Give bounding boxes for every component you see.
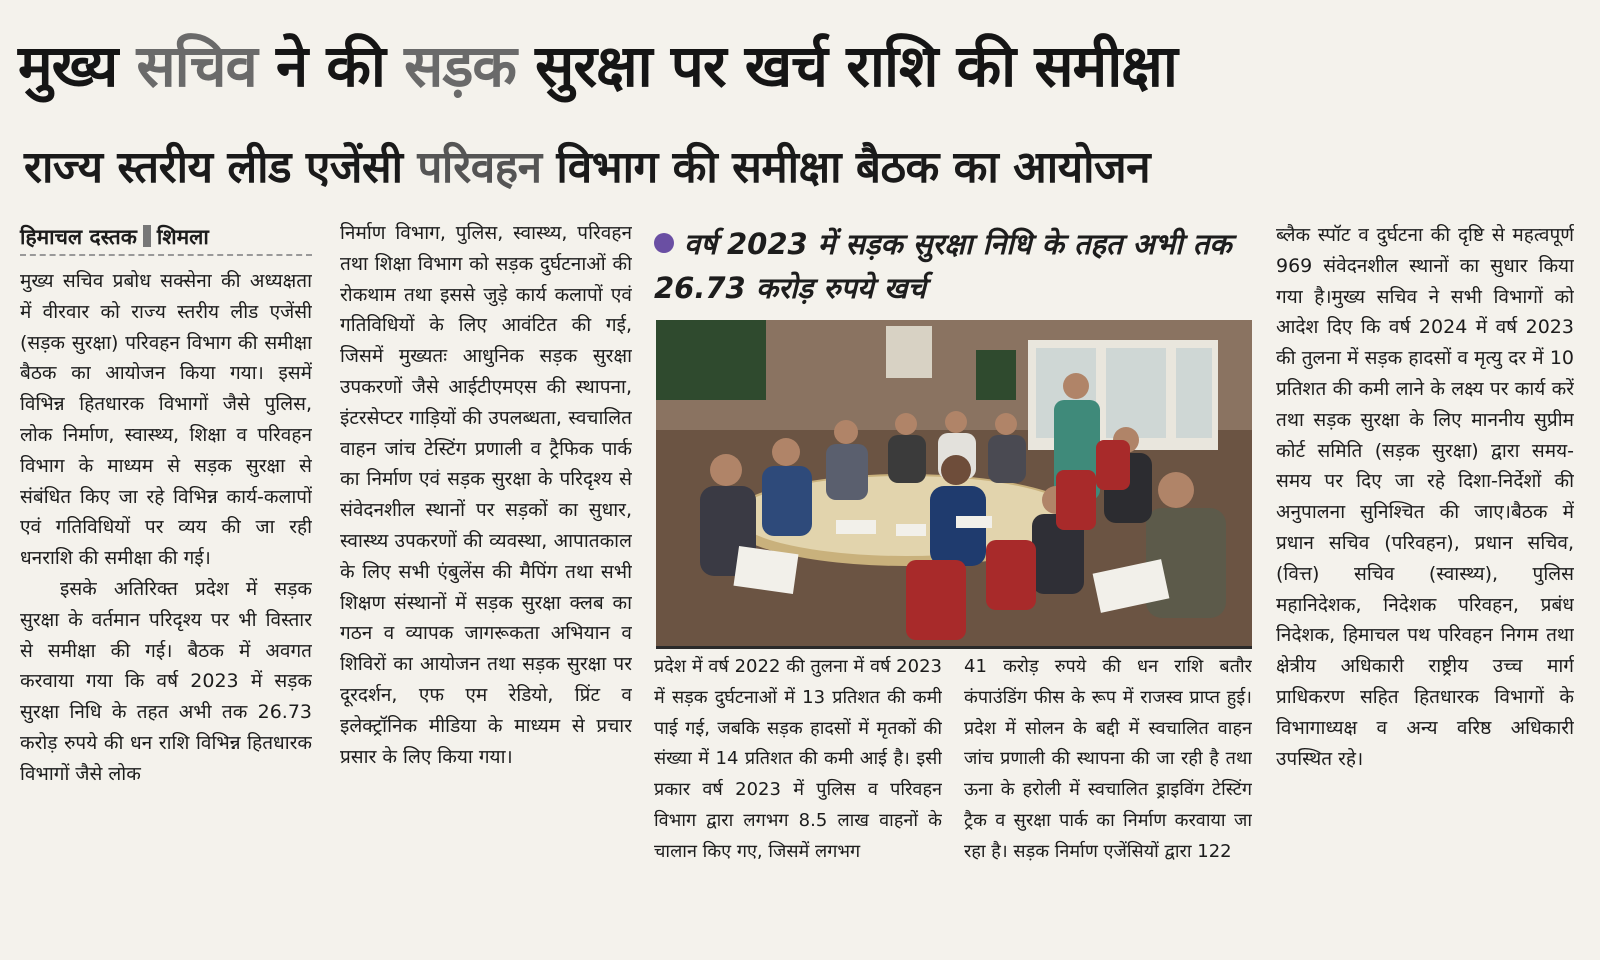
column-3-paragraph: प्रदेश में वर्ष 2022 की तुलना में वर्ष 2023 में सड़क दुर्घटनाओं में 13 प्रतिशत की कमी पाई गई, जबकि सड़क हादसों में मृतकों की संख्या में 14 प्रतिशत की कमी आई है। इसी प्रकार वर्ष 2023 में पुलिस व परिवहन विभाग द्वारा लगभग 8.5 लाख वाहनों के चालान किए गए, जिसमें लगभग — [654, 656, 942, 862]
callout-text: वर्ष 2023 में सड़क सुरक्षा निधि के तहत अभी तक 26.73 करोड़ रुपये खर्च — [654, 227, 1232, 305]
highlight-callout — [654, 222, 1254, 310]
article-column-2 — [340, 218, 632, 946]
dateline — [20, 222, 312, 256]
article-column-5 — [1276, 220, 1574, 946]
publication-name: हिमाचल दस्तक — [20, 225, 137, 249]
headline-part-4: सड़क — [404, 32, 516, 100]
column-1-paragraph-1: मुख्य सचिव प्रबोध सक्सेना की अध्यक्षता में वीरवार को राज्य स्तरीय लीड एजेंसी (सड़क सुरक्षा) परिवहन विभाग की समीक्षा बैठक का आयोजन किया गया। इसमें विभिन्न हितधारक विभागों जैसे पुलिस, लोक निर्माण, स्वास्थ्य, शिक्षा व परिवहन विभाग के माध्यम से सड़क सुरक्षा से संबंधित किए जा रहे विभिन्न कार्य-कलापों एवं गतिविधियों पर व्यय की जा रही धनराशि की समीक्षा की गई। — [20, 270, 312, 570]
subheadline-part-3: विभाग की समीक्षा बैठक का आयोजन — [556, 142, 1151, 193]
article-column-1 — [20, 266, 312, 946]
column-5-paragraph: ब्लैक स्पॉट व दुर्घटना की दृष्टि से महत्वपूर्ण 969 संवेदनशील स्थानों का सुधार किया गया है।मुख्य सचिव ने सभी विभागों को आदेश दिए कि वर्ष 2024 में वर्ष 2023 की तुलना में सड़क हादसों व मृत्यु दर में 10 प्रतिशत की कमी लाने के लक्ष्य पर कार्य करें तथा सड़क सुरक्षा के लिए माननीय सुप्रीम कोर्ट समिति (सड़क सुरक्षा) द्वारा समय-समय पर दिए जा रहे दिशा-निर्देशों की अनुपालना सुनिश्चित की जाए।बैठक में प्रधान सचिव (परिवहन), प्रधान सचिव, (वित्त) सचिव (स्वास्थ्य), पुलिस महानिदेशक, निदेशक परिवहन, प्रबंध निदेशक, हिमाचल पथ परिवहन निगम तथा क्षेत्रीय अधिकारी राष्ट्रीय उच्च मार्ग प्राधिकरण सहित हितधारक विभागों के विभागाध्यक्ष व अन्य वरिष्ठ अधिकारी उपस्थित रहे। — [1276, 224, 1574, 770]
headline-part-2: सचिव — [136, 32, 257, 100]
page-title — [18, 28, 1588, 104]
column-2-paragraph: निर्माण विभाग, पुलिस, स्वास्थ्य, परिवहन तथा शिक्षा विभाग को सड़क दुर्घटनाओं की रोकथाम तथा इससे जुड़े कार्य कलापों एवं गतिविधियों के लिए आवंटित की गई, जिसमें मुख्यतः आधुनिक सड़क सुरक्षा उपकरणों जैसे आईटीएमएस की स्थापना, इंटरसेप्टर गाड़ियों की उपलब्धता, स्वचालित वाहन जांच टेस्टिंग प्रणाली व ट्रैफिक पार्क का निर्माण एवं सड़क सुरक्षा के परिदृश्य से संवेदनशील स्थानों पर सड़कों का सुधार, स्वास्थ्य उपकरणों की व्यवस्था, आपातकाल के लिए सभी एंबुलेंस की मैपिंग तथा सभी शिक्षण संस्थानों में सड़क सुरक्षा क्लब का गठन व व्यापक जागरूकता अभियान व शिविरों का आयोजन तथा सड़क सुरक्षा पर दूरदर्शन, एफ एम रेडियो, प्रिंट व इलेक्ट्रॉनिक मीडिया के माध्यम से प्रचार प्रसार के लिए किया गया। — [340, 222, 632, 768]
column-4-paragraph: 41 करोड़ रुपये की धन राशि बतौर कंपाउंडिंग फीस के रूप में राजस्व प्राप्त हुई। प्रदेश में सोलन के बद्दी में स्वचालित वाहन जांच प्रणाली की स्थापना की जा रही है तथा ऊना के हरोली में स्वचालित ड्राइविंग टेस्टिंग ट्रैक व सुरक्षा पार्क का निर्माण करवाया जा रहा है। सड़क निर्माण एजेंसियों द्वारा 122 — [964, 656, 1252, 862]
subheadline — [24, 138, 1594, 198]
bullet-dot-icon — [654, 233, 674, 253]
subheadline-part-2: परिवहन — [417, 142, 542, 193]
dateline-location: शिमला — [156, 225, 209, 249]
article-column-4 — [964, 652, 1252, 946]
headline-part-5: सुरक्षा पर खर्च राशि की समीक्षा — [535, 32, 1177, 100]
subheadline-part-1: राज्य स्तरीय लीड एजेंसी — [24, 142, 403, 193]
headline-part-3: ने की — [275, 32, 385, 100]
headline-part-1: मुख्य — [18, 32, 118, 100]
article-column-3 — [654, 652, 942, 946]
meeting-photo — [656, 320, 1252, 649]
column-1-paragraph-2: इसके अतिरिक्त प्रदेश में सड़क सुरक्षा के वर्तमान परिदृश्य पर भी विस्तार से समीक्षा की गई। बैठक में अवगत करवाया गया कि वर्ष 2023 में सड़क सुरक्षा निधि के तहत अभी तक 26.73 करोड़ रुपये की धन राशि विभिन्न हितधारक विभागों जैसे लोक — [20, 577, 312, 785]
dateline-separator — [143, 225, 151, 247]
meeting-photo-illustration — [656, 320, 1252, 646]
